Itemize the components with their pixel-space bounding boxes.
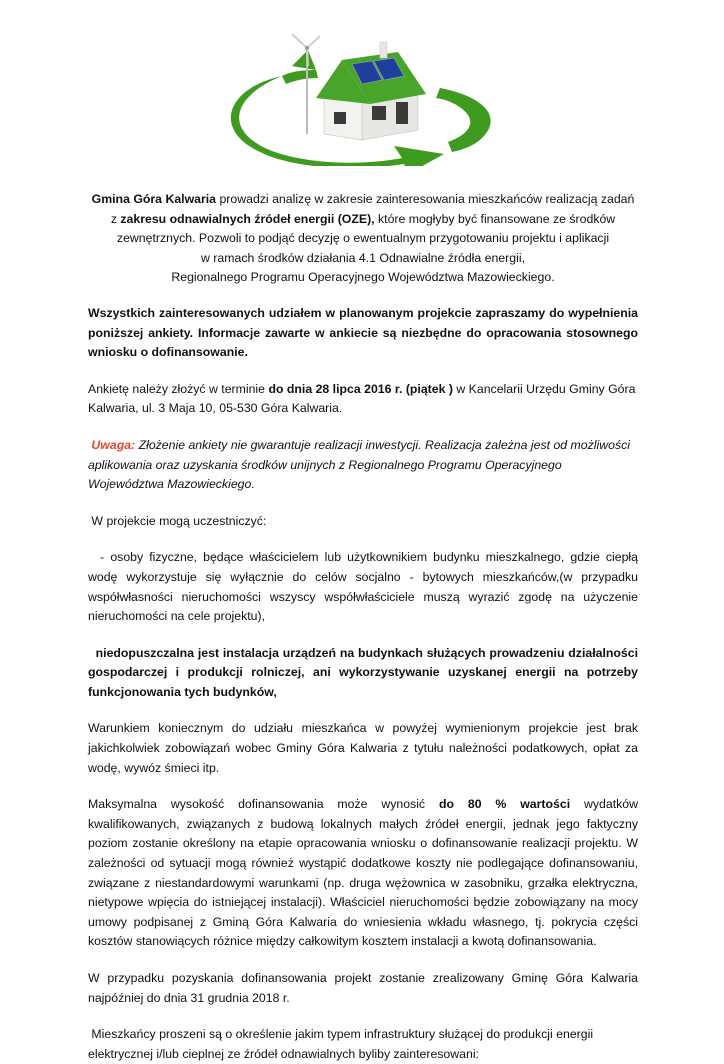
- intro-line-5: Regionalnego Programu Operacyjnego Województwa Mazowieckiego.: [171, 270, 555, 285]
- restriction-text: niedopuszczalna jest instalacja urządzeń na budynkach służących prowadzeniu działalności gospodarczej i produkcji rolniczej, ani wykorzystywanie uzyskanej energii na potrzeby funkcjonowania tych budynków,: [88, 645, 638, 699]
- document-body: [88, 190, 638, 1064]
- question-paragraph: [88, 1025, 638, 1064]
- wind-turbine-icon: [292, 34, 320, 134]
- participants-item: [88, 548, 638, 626]
- eco-house-illustration: [212, 26, 510, 166]
- funding-prefix: Maksymalna wysokość dofinansowania może wynosić: [88, 797, 439, 812]
- funding-paragraph: [88, 795, 638, 952]
- deadline-date: do dnia 28 lipca 2016 r. (piątek ): [268, 381, 453, 396]
- warning-label: Uwaga:: [91, 437, 136, 452]
- question-text: Mieszkańcy proszeni są o określenie jakim typem infrastruktury służącej do produkcji energii elektrycznej i/lub cieplnej ze źródeł odnawialnych byliby zainteresowani:: [88, 1027, 594, 1061]
- deadline-prefix: Ankietę należy złożyć w terminie: [88, 381, 269, 396]
- intro-line-2: które mogłyby być finansowane ze środków: [374, 211, 616, 226]
- funding-percent: do 80 % wartości: [438, 797, 571, 812]
- intro-line-1: prowadzi analizę w zakresie zainteresowania mieszkańców realizacją zadań: [216, 192, 635, 206]
- funding-details: wydatków kwalifikowanych, związanych z budową lokalnych małych źródeł energii, jednak jego faktyczny poziom zostanie określony na etapie opracowania wniosku o dofinansowanie realizacji projektu. W zależności od sytuacji mogą również wystąpić dodatkowe koszty nie podlegające dofinansowaniu, związane z niestandardowymi warunkami (np. druga wężownica w zasobniku, grzałka elektryczna, nietypowe wpięcia do istniejącej instalacji). Właściciel nieruchomości będzie zobowiązany na mocy umowy podpisanej z Gminą Góra Kalwaria do wniesienia wkładu własnego, tj. pokrycia części kosztów stanowiących różnice między całkowitym kosztem instalacji a kwotą dofinansowania.: [88, 797, 638, 949]
- deadline-paragraph: [88, 380, 638, 419]
- realization-paragraph: W przypadku pozyskania dofinansowania projekt zostanie zrealizowany Gminę Góra Kalwaria najpóźniej do dnia 31 grudnia 2018 r.: [88, 971, 638, 1005]
- participants-item-text: - osoby fizyczne, będące właścicielem lub użytkownikiem budynku mieszkalnego, gdzie ciepłą wodę wykorzystuje się wyłącznie do celów socjalno - bytowych mieszkańców,(w przypadku współwłasności nieruchomości wszyscy współwłaściciele muszą wyrazić zgodę na użyczenie nieruchomości na cele projektu),: [88, 550, 638, 624]
- invitation-paragraph: Wszystkich zainteresowanych udziałem w planowanym projekcie zapraszamy do wypełnienia poniższej ankiety. Informacje zawarte w ankiecie są niezbędne do opracowania stosownego wniosku o dofinansowanie.: [88, 305, 638, 360]
- warning-paragraph: [88, 436, 638, 495]
- intro-oze-scope: zakresu odnawialnych źródeł energii (OZE),: [120, 211, 375, 226]
- house-icon: [316, 42, 426, 140]
- warning-text: Złożenie ankiety nie gwarantuje realizacji inwestycji. Realizacja zależna jest od możliwości aplikowania oraz uzyskania środków unijnych z Regionalnego Programu Operacyjnego Województwa Mazowieckiego.: [88, 437, 630, 492]
- restriction-paragraph: [88, 644, 638, 703]
- participants-heading: [88, 512, 638, 532]
- intro-line-2-prefix: z: [110, 211, 121, 226]
- condition-paragraph: Warunkiem koniecznym do udziału mieszkańca w powyżej wymienionym projekcie jest brak jakichkolwiek zobowiązań wobec Gminy Góra Kalwaria z tytułu należności podatkowych, opłat za wodę, wywóz śmieci itp.: [88, 721, 638, 775]
- intro-line-3: zewnętrznych. Pozwoli to podjąć decyzję o ewentualnym przygotowaniu projektu i aplikacji: [116, 231, 610, 246]
- deadline-location: w Kancelarii Urzędu Gminy Góra Kalwaria, ul. 3 Maja 10, 05-530 Góra Kalwaria.: [88, 381, 636, 416]
- intro-line-4: w ramach środków działania 4.1 Odnawialne źródła energii,: [201, 250, 525, 265]
- intro-municipality: Gmina Góra Kalwaria: [91, 192, 217, 206]
- intro-paragraph: [88, 190, 638, 288]
- participants-heading-text: W projekcie mogą uczestniczyć:: [91, 513, 267, 528]
